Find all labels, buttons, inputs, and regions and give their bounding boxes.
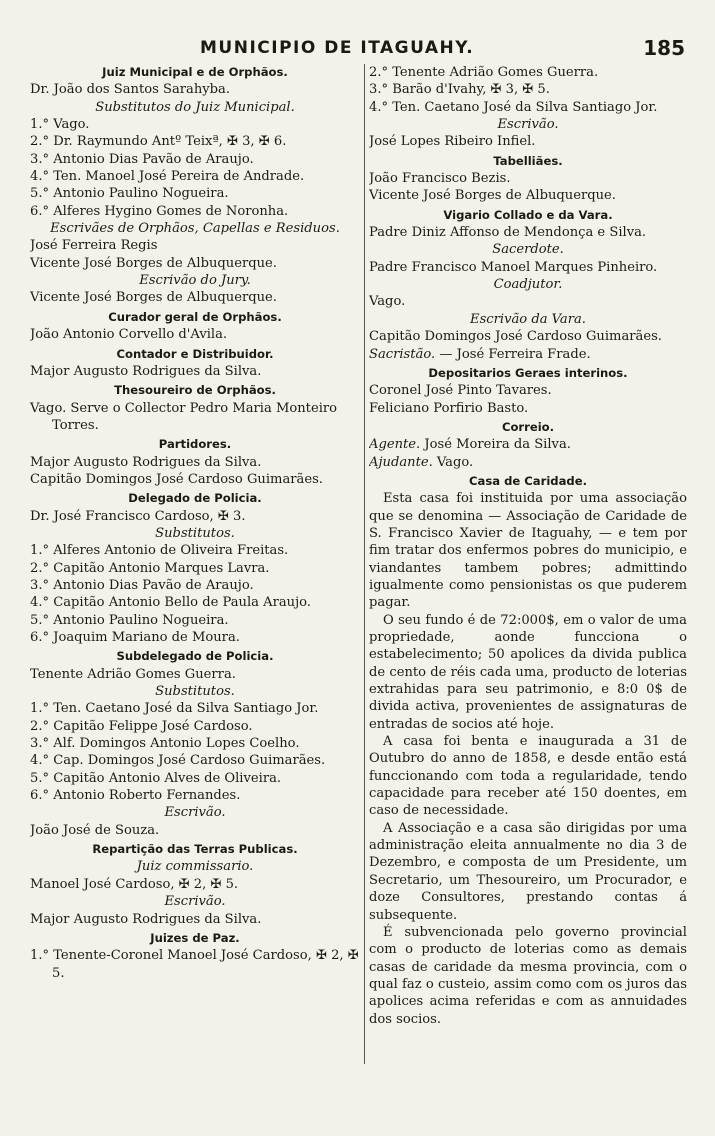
heading-depositarios: Depositarios Geraes interinos. xyxy=(428,365,628,380)
subdelegado-substitutos-label: Substitutos. xyxy=(155,684,235,700)
caridade-paragraph: O seu fundo é de 72:000$, em o valor de uma propriedade, aonde funcciona o estabelecimento; 50 apolices da divida publica de cento de réis cada uma, producto de loterias extrahidas para seu patrimonio, e 8:0 0$ de divida activa, provenientes de assignaturas de entradas de socios até hoje. xyxy=(369,612,687,732)
juizes-paz-escrivao-label: Escrivão. xyxy=(497,117,559,133)
list-item: 3.° Barão d'Ivahy, ✠ 3, ✠ 5. xyxy=(369,82,550,98)
escrivaes-orphaos-label: Escrivães de Orphãos, Capellas e Residuos. xyxy=(50,221,340,237)
agente-line xyxy=(369,436,687,453)
ajudante-name: Vago. xyxy=(436,454,474,470)
list-item: 2.° Capitão Antonio Marques Lavra. xyxy=(30,560,270,576)
heading-casa-caridade: Casa de Caridade. xyxy=(468,473,587,488)
heading-vigario: Vigario Collado e da Vara. xyxy=(443,207,613,222)
escrivao-jury-label: Escrivão do Jury. xyxy=(139,273,251,289)
sacristao-line xyxy=(369,346,687,363)
list-item: 5.° Antonio Paulino Nogueira. xyxy=(30,186,229,202)
thesoureiro-text: Vago. Serve o Collector Pedro Maria Monteiro Torres. xyxy=(30,400,338,433)
list-item: 3.° Antonio Dias Pavão de Araujo. xyxy=(30,151,254,167)
vigario-name: Padre Diniz Affonso de Mendonça e Silva. xyxy=(369,225,647,241)
juiz-commissario-name: Manoel José Cardoso, ✠ 2, ✠ 5. xyxy=(30,876,239,892)
juizes-paz-escrivao-name: José Lopes Ribeiro Infiel. xyxy=(369,134,536,150)
caridade-paragraph: É subvencionada pelo governo provincial com o producto de loterias como as demais casas de caridade da mesma provincia, com o qual faz o custeio, assim como com os juros das apolices acima referidas e com as annuidades dos socios. xyxy=(369,924,687,1027)
list-item: 5.° Antonio Paulino Nogueira. xyxy=(30,612,229,628)
heading-subdelegado: Subdelegado de Policia. xyxy=(116,649,274,664)
list-item: Vicente José Borges de Albuquerque. xyxy=(30,255,277,271)
list-item: 3.° Alf. Domingos Antonio Lopes Coelho. xyxy=(30,736,300,752)
coadjutor-name: Vago. xyxy=(369,294,406,310)
list-item: Feliciano Porfirio Basto. xyxy=(369,400,529,416)
column-divider xyxy=(364,64,365,1064)
list-item: 2.° Dr. Raymundo Antº Teixª, ✠ 3, ✠ 6. xyxy=(30,134,287,150)
list-item: 4.° Cap. Domingos José Cardoso Guimarães. xyxy=(30,753,326,769)
list-item: Major Augusto Rodrigues da Silva. xyxy=(30,454,262,470)
caridade-paragraph: Esta casa foi instituida por uma associação que se denomina — Associação de Caridade de S. Francisco Xavier de Itaguahy, — e tem por fim tratar dos enfermos pobres do municipio, e viandantes tambem pobres; admittindo igualmente como pensionistas os que puderem pagar. xyxy=(369,491,687,611)
list-item: 6.° Joaquim Mariano de Moura. xyxy=(30,630,240,645)
list-item: 1.° Vago. xyxy=(30,117,90,133)
page-title: MUNICIPIO DE ITAGUAHY. xyxy=(200,38,475,58)
right-column xyxy=(369,64,687,1028)
juiz-municipal-name: Dr. João dos Santos Sarahyba. xyxy=(30,82,231,98)
list-item: 2.° Capitão Felippe José Cardoso. xyxy=(30,718,253,734)
list-item: João Francisco Bezis. xyxy=(369,171,511,187)
heading-thesoureiro: Thesoureiro de Orphãos. xyxy=(114,383,276,398)
subdelegado-escrivao-name: João José de Souza. xyxy=(30,822,160,838)
sacristao-name: — José Ferreira Frade. xyxy=(439,346,591,362)
heading-tabelliaes: Tabelliães. xyxy=(493,153,563,168)
heading-terras-publicas: Repartição das Terras Publicas. xyxy=(92,842,298,857)
left-column xyxy=(30,64,360,982)
escrivao-vara-label: Escrivão da Vara. xyxy=(470,311,586,327)
list-item: 1.° Alferes Antonio de Oliveira Freitas. xyxy=(30,543,289,559)
contador-name: Major Augusto Rodrigues da Silva. xyxy=(30,363,262,379)
list-item: 2.° Tenente Adrião Gomes Guerra. xyxy=(369,65,599,80)
sacristao-label: Sacristão. xyxy=(369,346,436,362)
list-item: 4.° Ten. Caetano José da Silva Santiago Jor. xyxy=(369,99,658,115)
coadjutor-label: Coadjutor. xyxy=(493,277,563,293)
heading-contador: Contador e Distribuidor. xyxy=(116,346,274,361)
list-item: 4.° Capitão Antonio Bello de Paula Araujo. xyxy=(30,595,311,611)
heading-correio: Correio. xyxy=(501,419,555,434)
list-item: 3.° Antonio Dias Pavão de Araujo. xyxy=(30,577,254,593)
caridade-paragraph: A Associação e a casa são dirigidas por uma administração eleita annualmente no dia 3 de Dezembro, e composta de um Presidente, um Secretario, um Thesoureiro, um Procurador, e doze Consultores, prestando contas á subsequente. xyxy=(369,820,687,923)
running-head xyxy=(30,38,685,62)
subdelegado-escrivao-label: Escrivão. xyxy=(164,805,226,821)
list-item: 6.° Antonio Roberto Fernandes. xyxy=(30,788,241,804)
heading-partidores: Partidores. xyxy=(158,437,232,452)
page-number: 185 xyxy=(643,36,685,60)
agente-label: Agente. xyxy=(369,437,421,453)
list-item: 1.° Ten. Caetano José da Silva Santiago Jor. xyxy=(30,701,319,717)
heading-curador: Curador geral de Orphãos. xyxy=(108,309,282,324)
delegado-substitutos-label: Substitutos. xyxy=(155,525,235,541)
agente-name: José Moreira da Silva. xyxy=(424,437,571,453)
escrivao-vara-name: Capitão Domingos José Cardoso Guimarães. xyxy=(369,329,662,345)
jury-escrivao-name: Vicente José Borges de Albuquerque. xyxy=(30,290,277,306)
list-item: Coronel José Pinto Tavares. xyxy=(369,383,552,399)
heading-juiz-municipal: Juiz Municipal e de Orphãos. xyxy=(102,65,288,79)
curador-name: João Antonio Corvello d'Avila. xyxy=(30,327,228,343)
list-item: 6.° Alferes Hygino Gomes de Noronha. xyxy=(30,203,289,219)
heading-juizes-paz: Juizes de Paz. xyxy=(150,930,240,945)
list-item: Capitão Domingos José Cardoso Guimarães. xyxy=(30,471,323,487)
sacerdote-name: Padre Francisco Manoel Marques Pinheiro. xyxy=(369,259,658,275)
heading-delegado: Delegado de Policia. xyxy=(128,491,262,506)
list-item: 1.° Tenente-Coronel Manoel José Cardoso, ✠ 2, ✠ 5. xyxy=(30,948,359,981)
delegado-name: Dr. José Francisco Cardoso, ✠ 3. xyxy=(30,508,246,524)
list-item: 4.° Ten. Manoel José Pereira de Andrade. xyxy=(30,169,305,185)
juiz-commissario-label: Juiz commissario. xyxy=(136,859,254,875)
list-item: 5.° Capitão Antonio Alves de Oliveira. xyxy=(30,770,282,786)
caridade-paragraph: A casa foi benta e inaugurada a 31 de Outubro do anno de 1858, e desde então está funccionando com toda a regularidade, tendo capacidade para receber até 150 doentes, em caso de necessidade. xyxy=(369,734,687,819)
sacerdote-label: Sacerdote. xyxy=(492,242,564,258)
terras-escrivao-name: Major Augusto Rodrigues da Silva. xyxy=(30,911,262,927)
list-item: José Ferreira Regis xyxy=(30,238,158,254)
subdelegado-name: Tenente Adrião Gomes Guerra. xyxy=(30,666,236,682)
list-item: Vicente José Borges de Albuquerque. xyxy=(369,188,616,204)
ajudante-label: Ajudante. xyxy=(369,454,433,470)
juiz-substitutos-label: Substitutos do Juiz Municipal. xyxy=(95,99,295,115)
terras-escrivao-label: Escrivão. xyxy=(164,894,226,910)
ajudante-line xyxy=(369,454,687,471)
